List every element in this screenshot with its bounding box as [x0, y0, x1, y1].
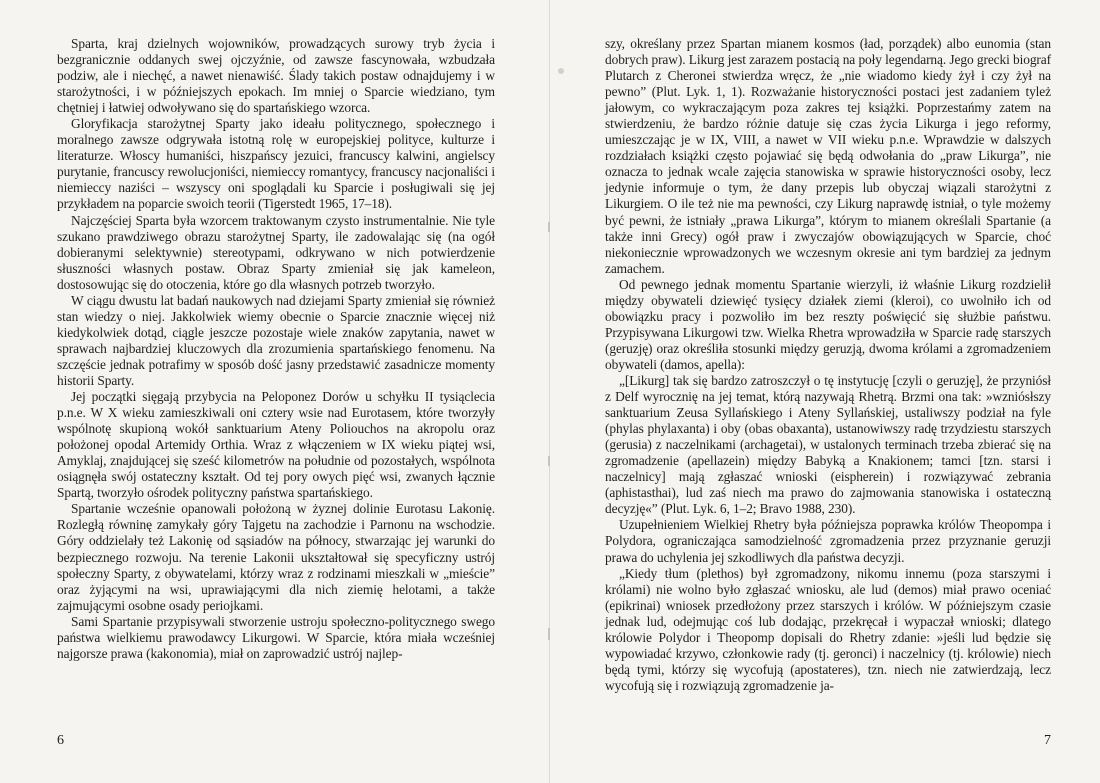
quotation: „[Likurg] tak się bardzo zatroszczył o tę instytucję [czyli o geruzję], że przyniósł z Delf wyrocznię na jej temat, którą nazywają Rhetrą. Brzmi ona tak: »wzniósłszy sanktuarium Zeusa Syllańskiego i Ateny Syllańskiej, ustaliwszy podział na fyle (phylas phylaxanta) i oby (obas obaxanta), ustanowiwszy radę trzydziestu starszych (gerusia) z naczelnikami (archagetai), w ustalonych terminach trzeba zbierać się na zgromadzenie (apellazein) między Babyką a Knakionem; tamci [tzn. starsi i naczelnicy] mają zgłaszać wnioski (eispherein) i rozwiązywać zebrania (aphistasthai), lud zaś niech ma prawo do zajmowania stanowiska i ostateczną decyzję«” (Plut. Lyk. 6, 1–2; Bravo 1988, 230).: [605, 372, 1051, 517]
paragraph: szy, określany przez Spartan mianem kosmos (ład, porządek) albo eunomia (stan dobrych praw). Likurg jest zarazem postacią na poły legendarną. Jego grecki biograf Plutarch z Cheronei stwierdza wręcz, że „nie wiadomo kiedy żył i czy żył na pewno” (Plut. Lyk. 1, 1). Rozważanie historyczności postaci jest zadaniem tyleż jałowym, co wykraczającym poza zakres tej książki. Poprzestańmy zatem na stwierdzeniu, że bardzo różnie datuje się czas życia Likurga i jego reformy, umieszczając je w IX, VIII, a nawet w VII wieku p.n.e. Wprawdzie w dalszych rozdziałach książki często pojawiać się będą odwołania do „praw Likurga”, nie oznacza to jednak wcale zajęcia stanowiska w sprawie historyczności osoby, lecz jedynie informuje o tym, że dany przepis lub obyczaj wiązali starożytni z Likurgiem. O ile też nie ma pewności, czy Likurg naprawdę istniał, o tyle możemy być pewni, że istniały „prawa Likurga”, którym to mianem określali Spartanie (a także inni Grecy) ogół praw i zwyczajów obowiązujących w Sparcie, choć niekoniecznie wprowadzonych we wczesnym okresie ani tym bardziej za jednym zamachem.: [605, 36, 1051, 276]
page-number: 6: [57, 733, 64, 748]
quotation: „Kiedy tłum (plethos) był zgromadzony, nikomu innemu (poza starszymi i królami) nie wolno było zgłaszać wniosku, ale lud (demos) miał prawo oceniać (epikrinai) wniosek przedłożony przez starszych i królów. W późniejszym czasie jednak lud, odejmując coś lub dodając, przekręcał i wypaczał wnioski; dlatego królowie Polydor i Theopomp dopisali do Rhetry zdanie: »jeśli lud będzie się wypowiadać krzywo, członkowie rady (tj. geronci) i naczelnicy (tj. królowie) niech będą tymi, którzy się wycofują (apostateres), tzn. niech nie zatwierdzają, lecz wycofują się i rozwiązują zgromadzenie ja-: [605, 565, 1051, 693]
page-speck: [558, 68, 564, 74]
gutter-mark: [548, 628, 550, 640]
right-page: [549, 0, 1100, 783]
gutter-mark: [548, 456, 550, 466]
paragraph: W ciągu dwustu lat badań naukowych nad dziejami Sparty zmieniał się również stan wiedzy o niej. Jakkolwiek wiemy obecnie o Sparcie znacznie więcej niż kiedykolwiek dotąd, ciągle jeszcze pozostaje wiele znaków zapytania, nawet w sprawach najbardziej kluczowych dla zrozumienia spartańskiego fenomenu. Na szczęście jednak potrafimy w sposób dość jasny przedstawić zasadnicze momenty historii Sparty.: [57, 292, 495, 388]
paragraph: Od pewnego jednak momentu Spartanie wierzyli, iż właśnie Likurg rozdzielił między obywateli dziewięć tysięcy działek ziemi (kleroi), co uwolniło ich od obowiązku pracy i pozwoliło im bez reszty poświęcić się służbie państwu. Przypisywana Likurgowi tzw. Wielka Rhetra wprowadziła w Sparcie radę starszych (geruzję) oraz określiła stosunki między geruzją, dwoma królami a zgromadzeniem obywateli (damos, apella):: [605, 276, 1051, 372]
left-page: [0, 0, 549, 783]
paragraph: Sparta, kraj dzielnych wojowników, prowadzących surowy tryb życia i bezgranicznie oddanych swej ojczyźnie, od zawsze fascynowała, wzbudzała podziw, ale i niechęć, a nawet nienawiść. Ślady takich postaw odnajdujemy i w starożytności, i w późniejszych epokach. Im mniej o Sparcie wiedziano, tym chętniej i łatwiej odwoływano się do spartańskiego wzorca.: [57, 36, 495, 116]
gutter-mark: [548, 222, 550, 232]
right-page-text: [605, 36, 1051, 694]
paragraph: Najczęściej Sparta była wzorcem traktowanym czysto instrumentalnie. Nie tyle szukano prawdziwego obrazu starożytnej Sparty, ile zadowalając się (na ogół dobieranymi selektywnie) stereotypami, odkrywano w nich potwierdzenie słuszności własnych postaw. Obraz Sparty zmieniał się jak kameleon, dostosowując się do otoczenia, które go dla własnych potrzeb tworzyło.: [57, 212, 495, 292]
paragraph: Sami Spartanie przypisywali stworzenie ustroju społeczno-politycznego swego państwa wielkiemu prawodawcy Likurgowi. W Sparcie, która miała wcześniej najgorsze prawa (kakonomia), miał on zaprowadzić ustrój najlep-: [57, 613, 495, 661]
paragraph: Uzupełnieniem Wielkiej Rhetry była późniejsza poprawka królów Theopompa i Polydora, ograniczająca samodzielność zgromadzenia przez przyznanie geruzji prawa do uchylenia jej szkodliwych dla państwa decyzji.: [605, 517, 1051, 565]
paragraph: Jej początki sięgają przybycia na Peloponez Dorów u schyłku II tysiąclecia p.n.e. W X wieku zamieszkiwali oni cztery wsie nad Eurotasem, które tworzyły wspólnotę skupioną wokół sanktuarium Ateny Poliouchos na akropolu oraz położonej opodal Artemidy Orthia. Wraz z włączeniem w IX wieku piątej wsi, Amyklaj, znajdującej się sześć kilometrów na południe od pozostałych, wspólnota osiągnęła swój ostateczny kształt. Od tej pory owych pięć wsi, zwanych łącznie Spartą, tworzyło ośrodek polityczny państwa spartańskiego.: [57, 389, 495, 501]
page-number: 7: [1044, 733, 1051, 748]
left-page-text: [57, 36, 495, 662]
paragraph: Spartanie wcześnie opanowali położoną w żyznej dolinie Eurotasu Lakonię. Rozległą równinę zamykały góry Tajgetu na zachodzie i Parnonu na wschodzie. Góry oddzielały też Lakonię od sąsiadów na północy, stwarzając jej warunki do bezpiecznego rozwoju. Na terenie Lakonii ukształtował się specyficzny ustrój społeczny Sparty, z obywatelami, którzy wraz z rodzinami mieszkali w „mieście” oraz żyjącymi na wsi, uprawiającymi dla nich ziemię helotami, a także zajmującymi osobne osady periojkami.: [57, 501, 495, 613]
paragraph: Gloryfikacja starożytnej Sparty jako ideału politycznego, społecznego i moralnego zawsze odgrywała istotną rolę w europejskiej polityce, kulturze i literaturze. Włoscy humaniści, hiszpańscy jezuici, francuscy kalwini, angielscy purytanie, francuscy rewolucjoniści, niemieccy romantycy, francuscy nacjonaliści i niemieccy naziści – wszyscy oni spoglądali ku Sparcie i posługiwali się jej przykładem na poparcie swoich teorii (Tigerstedt 1965, 17–18).: [57, 116, 495, 212]
